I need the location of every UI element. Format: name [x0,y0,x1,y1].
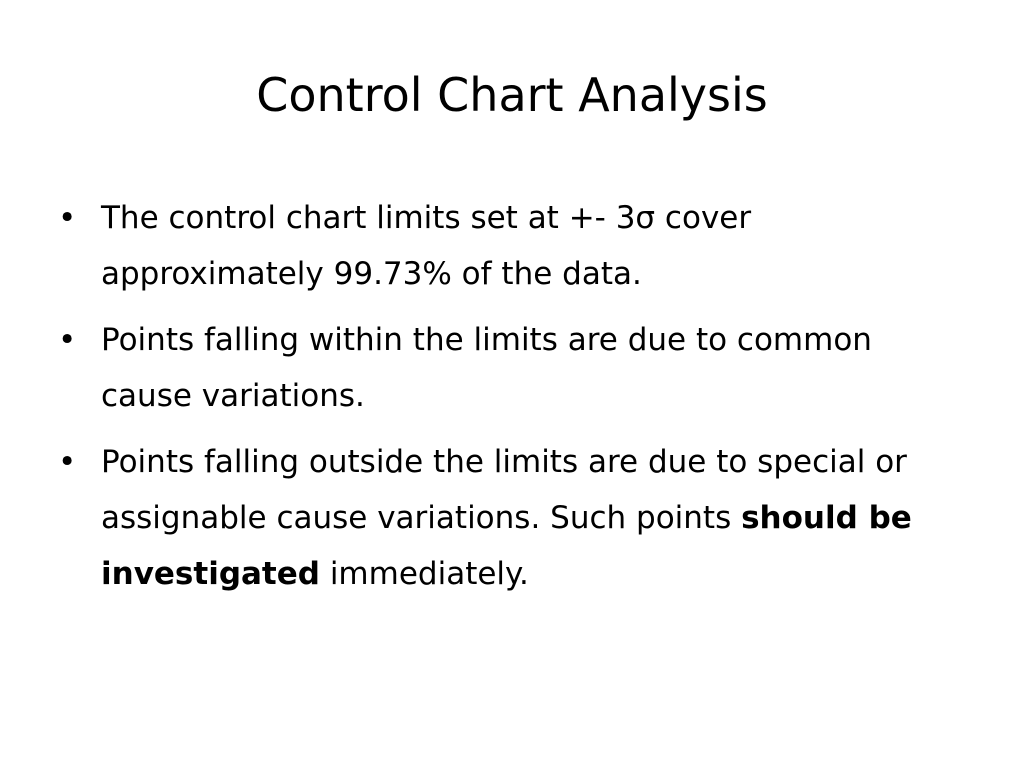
bullet-item-within-limits [58,312,958,424]
bullet-text-after: immediately. [319,556,529,592]
bullet-dot-icon: • [58,444,77,480]
bullet-list [58,190,958,612]
bullet-dot-icon: • [58,200,77,236]
slide-title: Control Chart Analysis [256,68,768,122]
bullet-dot-icon: • [58,322,77,358]
bullet-item-outside-limits [58,434,958,602]
bullet-text-before: Points falling outside the limits are due to special or assignable cause variations. Such points [101,444,907,536]
bullet-text: The control chart limits set at +- 3σ cover approximately 99.73% of the data. [101,200,752,292]
bullet-text-emphasis: should be investigated [101,500,912,592]
bullet-item-control-limits [58,190,958,302]
bullet-text: Points falling within the limits are due to common cause variations. [101,322,872,414]
